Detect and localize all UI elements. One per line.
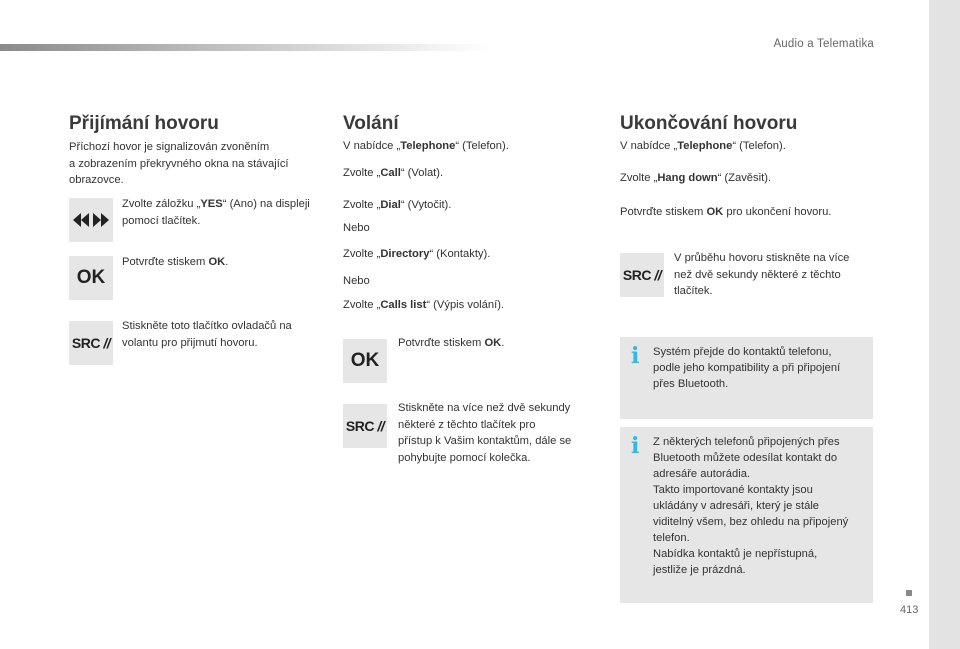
- page-marker: [906, 590, 912, 596]
- src-button-icon: SRC //: [69, 321, 113, 365]
- info-icon: i: [631, 343, 640, 369]
- heading-calling: Volání: [343, 113, 399, 134]
- heading-receiving-call: Přijímání hovoru: [69, 113, 219, 134]
- page-number: 413: [900, 604, 919, 616]
- src-button-icon: SRC //: [343, 404, 387, 448]
- calling-or-2: Nebo: [343, 275, 370, 287]
- arrows-buttons-icon: [69, 198, 113, 242]
- calling-line-dial: Zvolte „Dial“ (Vytočit).: [343, 199, 452, 211]
- page-edge-strip: [929, 0, 960, 649]
- ending-src-instructions: V průběhu hovoru stiskněte na více než dvě sekundy některé z těchto tlačítek.: [674, 252, 850, 297]
- src-button-icon: SRC //: [620, 253, 664, 297]
- calling-line-directory: Zvolte „Directory“ (Kontakty).: [343, 248, 491, 260]
- heading-ending-call: Ukončování hovoru: [620, 113, 798, 134]
- intro-text: Příchozí hovor je signalizován zvoněním a zobrazením překryvného okna na stávající obrazovce.: [69, 141, 289, 186]
- step-select-yes: Zvolte záložku „YES“ (Ano) na displeji pomocí tlačítek.: [122, 198, 310, 227]
- column-ending-call: [620, 0, 876, 649]
- info-box-contacts: [620, 337, 873, 419]
- info-text-bluetooth-import: Z některých telefonů připojených přes Bluetooth můžete odesílat kontakt do adresáře autorádia. Takto importované kontakty jsou ukládány v adresáři, který je stále viditelný všem, bez ohledu na připojený telefon. Nabídka kontaktů je nepřístupná, jestliže je prázdná.: [653, 436, 849, 576]
- step-press-steering-button: Stiskněte toto tlačítko ovladačů na volantu pro přijmutí hovoru.: [122, 320, 292, 349]
- info-text-contacts: Systém přejde do kontaktů telefonu, podle jeho kompatibility a při připojení přes Bluetooth.: [653, 346, 841, 390]
- step-confirm-ok: Potvrďte stiskem OK.: [122, 256, 229, 268]
- info-icon: i: [631, 433, 640, 459]
- ok-button-icon: OK: [69, 256, 113, 300]
- ok-button-icon: OK: [343, 339, 387, 383]
- calling-or-1: Nebo: [343, 222, 370, 234]
- calling-line-calls-list: Zvolte „Calls list“ (Výpis volání).: [343, 299, 505, 311]
- column-calling: [343, 0, 593, 649]
- column-receiving-call: [69, 0, 329, 649]
- ending-line-hang-down: Zvolte „Hang down“ (Zavěsit).: [620, 172, 772, 184]
- calling-line-call: Zvolte „Call“ (Volat).: [343, 167, 444, 179]
- section-title: Audio a Telematika: [773, 38, 874, 50]
- ending-line-telephone: V nabídce „Telephone“ (Telefon).: [620, 140, 786, 152]
- calling-src-instructions: Stiskněte na více než dvě sekundy některé z těchto tlačítek pro přístup k Vašim kontaktům, dále se pohybujte pomocí kolečka.: [398, 402, 572, 464]
- calling-line-telephone: V nabídce „Telephone“ (Telefon).: [343, 140, 509, 152]
- info-box-bluetooth-import: [620, 427, 873, 603]
- ending-line-confirm: Potvrďte stiskem OK pro ukončení hovoru.: [620, 206, 832, 218]
- calling-confirm-ok: Potvrďte stiskem OK.: [398, 337, 505, 349]
